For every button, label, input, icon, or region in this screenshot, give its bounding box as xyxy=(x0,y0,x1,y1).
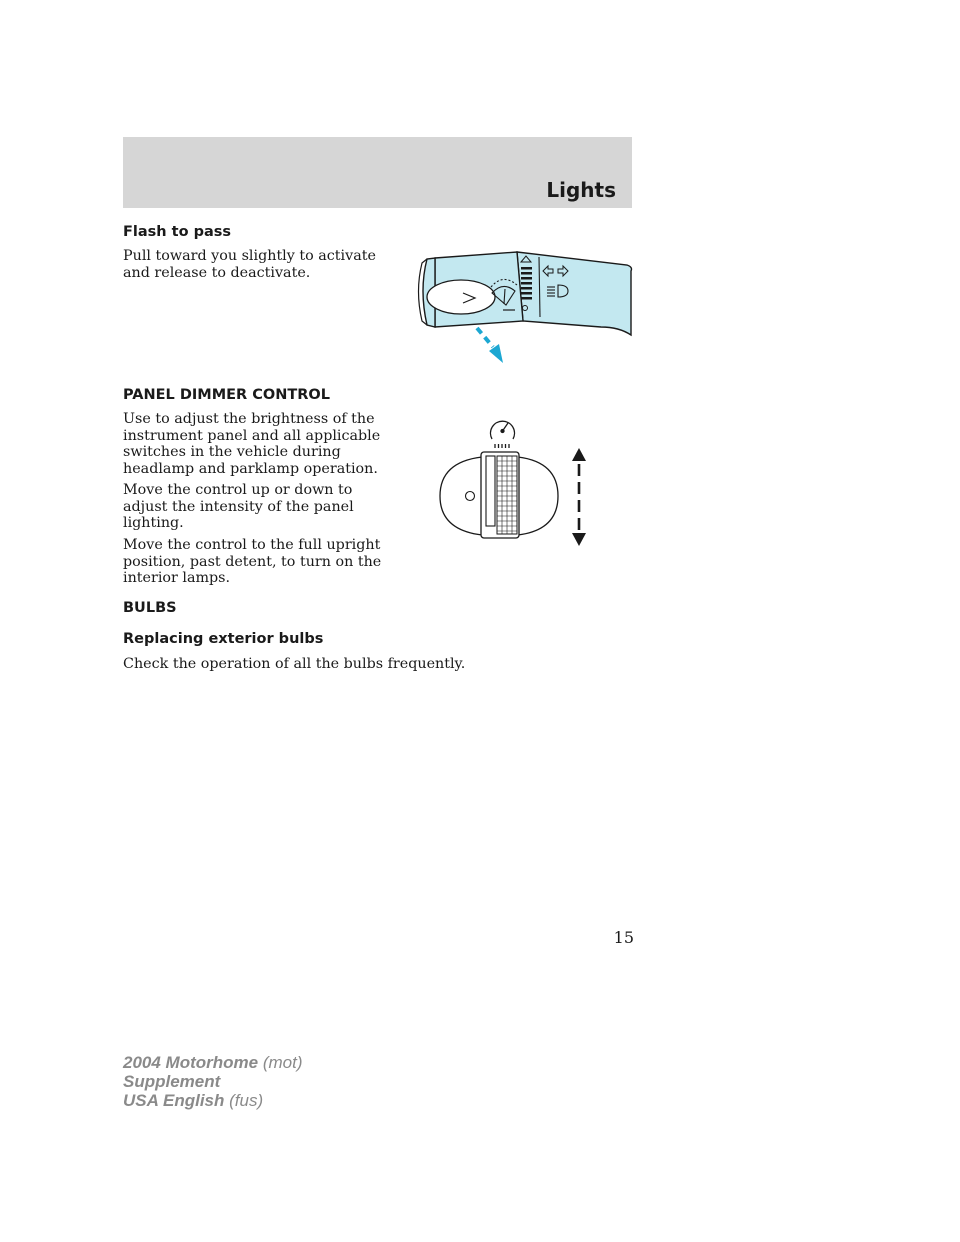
text-line: adjust the intensity of the panel xyxy=(123,498,354,515)
panel-dimmer-heading: PANEL DIMMER CONTROL xyxy=(123,387,330,403)
text-line: Move the control up or down to xyxy=(123,482,353,498)
text-line: lighting. xyxy=(123,515,184,531)
panel-dimmer-paragraph-2 xyxy=(123,482,354,532)
footer-language-code: (fus) xyxy=(224,1091,264,1110)
panel-dimmer-paragraph-1 xyxy=(123,411,380,477)
footer-model: 2004 Motorhome xyxy=(123,1053,259,1072)
text-line: Pull toward you slightly to activate xyxy=(123,248,376,264)
footer-model-code: (mot) xyxy=(258,1053,303,1072)
bulbs-text: Check the operation of all the bulbs frequently. xyxy=(123,656,466,672)
document-footer xyxy=(123,1053,302,1110)
instrument-panel-brightness-icon xyxy=(491,421,515,448)
footer-language: USA English xyxy=(123,1091,225,1110)
footer-line-3 xyxy=(123,1091,302,1110)
multifunction-stalk-illustration xyxy=(405,245,635,370)
text-line: instrument panel and all applicable xyxy=(123,427,381,444)
footer-line-2: Supplement xyxy=(123,1072,221,1091)
panel-dimmer-paragraph-3 xyxy=(123,537,381,587)
footer-line-1 xyxy=(123,1053,302,1072)
text-line: headlamp and parklamp operation. xyxy=(123,460,378,477)
flash-to-pass-text xyxy=(123,248,376,281)
text-line: Move the control to the full upright xyxy=(123,537,381,553)
section-title: Lights xyxy=(546,178,616,202)
text-line: interior lamps. xyxy=(123,570,231,586)
bulbs-heading: BULBS xyxy=(123,600,177,616)
flash-to-pass-heading: Flash to pass xyxy=(123,224,232,240)
text-line: Use to adjust the brightness of the xyxy=(123,411,375,427)
replacing-exterior-bulbs-heading: Replacing exterior bulbs xyxy=(123,631,324,647)
text-line: switches in the vehicle during xyxy=(123,444,341,460)
text-line: and release to deactivate. xyxy=(123,264,311,281)
panel-dimmer-illustration xyxy=(430,408,600,553)
section-header-band xyxy=(123,137,632,208)
page-number: 15 xyxy=(613,928,634,947)
text-line: position, past detent, to turn on the xyxy=(123,553,382,570)
